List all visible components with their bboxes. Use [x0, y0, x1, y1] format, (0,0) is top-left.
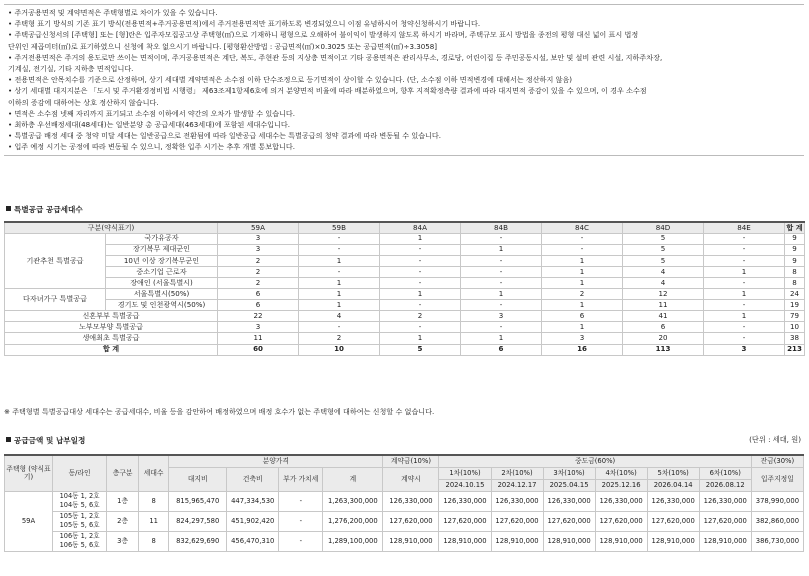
type-col-header: 84B	[461, 222, 542, 233]
sum-total-cell: 213	[785, 344, 805, 355]
count-cell: 1	[299, 289, 380, 300]
price-row	[5, 511, 804, 531]
total-cell: 9	[785, 244, 805, 255]
count-cell: 1	[380, 233, 461, 244]
line-cell: 105동 1, 2호 105동 5, 6호	[53, 511, 107, 531]
count-cell: 1	[299, 255, 380, 266]
sum-cell: 16	[542, 344, 623, 355]
mid-installment-header: 5차(10%)	[647, 467, 699, 479]
count-cell: 1	[704, 311, 785, 322]
count-cell: 2	[542, 289, 623, 300]
total-cell: 1,263,300,000	[323, 491, 383, 511]
note-line: • 특별공급 배정 세대 중 청약 미달 세대는 일반공급으로 전환됨에 따라 일반공급 세대수는 특별공급의 청약 결과에 따라 변동될 수 있습니다.	[8, 131, 442, 141]
mid-group-header: 중도금(60%)	[439, 455, 751, 467]
vat-header: 부가 가치세	[279, 467, 323, 491]
count-cell: 2	[380, 311, 461, 322]
count-cell: 41	[623, 311, 704, 322]
count-cell: 4	[299, 311, 380, 322]
note-line: • 주거공용면적 및 계약면적은 주택형별로 차이가 있을 수 있습니다.	[8, 8, 218, 17]
type-header: 주택형 (약식표기)	[5, 455, 53, 491]
floor-header: 층구분	[107, 455, 139, 491]
count-cell: 1	[542, 277, 623, 288]
count-cell: 3	[218, 244, 299, 255]
floor-cell: 3층	[107, 531, 139, 551]
count-cell: -	[704, 333, 785, 344]
mid-installment-date: 2026.08.12	[699, 479, 751, 491]
land-header: 대지비	[169, 467, 227, 491]
special-supply-row	[5, 233, 805, 244]
mid-installment-cell: 126,330,000	[699, 491, 751, 511]
count-cell: -	[380, 322, 461, 333]
sum-label: 합 계	[5, 344, 218, 355]
balance-header: 입주지정일	[751, 467, 803, 491]
note-line: • 전용면적은 안목치수를 기준으로 산정하며, 상기 세대별 계약면적은 소수점 이하 단수조정으로 등기면적이 상이할 수 있습니다. (단, 소수점 이하 면적변경에 대해서는 정산하지 않음)	[8, 75, 573, 85]
count-cell: -	[380, 277, 461, 288]
mid-installment-cell: 128,910,000	[647, 531, 699, 551]
unit-label: (단위 : 세대, 원)	[749, 435, 801, 444]
row-label: 경기도 및 인천광역시(50%)	[106, 300, 218, 311]
line-cell: 104동 1, 2호 104동 5, 6호	[53, 491, 107, 511]
sum-cell: 113	[623, 344, 704, 355]
total-header: 계	[323, 467, 383, 491]
price-header-row-1	[5, 455, 804, 467]
notes-box	[4, 4, 804, 156]
count-cell: 3	[461, 311, 542, 322]
count-cell: -	[380, 300, 461, 311]
deposit-cell: 127,620,000	[383, 511, 439, 531]
type-col-header: 59A	[218, 222, 299, 233]
mid-installment-header: 3차(10%)	[543, 467, 595, 479]
land-cell: 832,629,690	[169, 531, 227, 551]
special-supply-row	[5, 289, 805, 300]
house-type-cell: 59A	[5, 491, 53, 551]
land-cell: 824,297,580	[169, 511, 227, 531]
count-cell: 2	[218, 277, 299, 288]
note-line: 단위인 제곱미터(㎡)로 표기하였으니 신청에 착오 없으시기 바랍니다. [평형환산방법 : 공급면적(㎡)×0.3025 또는 공급면적(㎡)÷3.3058]	[8, 41, 438, 51]
row-label: 생애최초 특별공급	[5, 333, 218, 344]
price-row	[5, 491, 804, 511]
total-cell: 8	[785, 277, 805, 288]
count-cell: -	[461, 255, 542, 266]
mid-installment-date: 2024.12.17	[491, 479, 543, 491]
mid-installment-cell: 126,330,000	[491, 491, 543, 511]
special-supply-footnote: ※ 주택형별 특별공급대상 세대수는 공급세대수, 비율 등을 감안하여 배정하였으며 배정 호수가 없는 주택형에 대하여는 신청할 수 없습니다.	[4, 407, 435, 416]
special-supply-sum-row	[5, 344, 805, 355]
count-cell: 2	[299, 333, 380, 344]
note-line: • 입주 예정 시기는 공정에 따라 변동될 수 있으니, 정확한 입주 시기는 추후 개별 통보합니다.	[8, 142, 295, 152]
count-cell: 1	[542, 266, 623, 277]
special-supply-header-row	[5, 222, 805, 233]
special-supply-table	[4, 221, 805, 356]
land-cell: 815,965,470	[169, 491, 227, 511]
building-cell: 456,470,310	[227, 531, 279, 551]
count-cell: 8	[139, 531, 169, 551]
count-cell: -	[299, 244, 380, 255]
mid-installment-header: 4차(10%)	[595, 467, 647, 479]
count-cell: 2	[218, 255, 299, 266]
count-cell: -	[299, 233, 380, 244]
count-cell: 6	[218, 300, 299, 311]
count-cell: 6	[623, 322, 704, 333]
total-cell: 10	[785, 322, 805, 333]
total-cell: 9	[785, 255, 805, 266]
deposit-cell: 128,910,000	[383, 531, 439, 551]
total-cell: 24	[785, 289, 805, 300]
total-cell: 8	[785, 266, 805, 277]
total-cell: 9	[785, 233, 805, 244]
note-line: • 면적은 소수점 넷째 자리까지 표기되고 소수점 이하에서 약간의 오차가 발생할 수 있습니다.	[8, 108, 296, 118]
count-cell: 1	[380, 289, 461, 300]
count-cell: -	[380, 255, 461, 266]
count-cell: 11	[623, 300, 704, 311]
special-supply-row	[5, 255, 805, 266]
count-cell: 1	[299, 300, 380, 311]
line-cell: 106동 1, 2호 106동 5, 6호	[53, 531, 107, 551]
total-cell: 1,276,200,000	[323, 511, 383, 531]
count-cell: 4	[623, 266, 704, 277]
mid-installment-date: 2026.04.14	[647, 479, 699, 491]
count-cell: 8	[139, 491, 169, 511]
count-cell: -	[461, 322, 542, 333]
count-cell: 5	[623, 255, 704, 266]
count-cell: 1	[542, 255, 623, 266]
count-cell: 5	[623, 244, 704, 255]
count-cell: -	[542, 233, 623, 244]
special-supply-row	[5, 266, 805, 277]
type-col-header: 59B	[299, 222, 380, 233]
deposit-cell: 126,330,000	[383, 491, 439, 511]
count-cell: 20	[623, 333, 704, 344]
row-label: 중소기업 근로자	[106, 266, 218, 277]
count-cell: 3	[218, 233, 299, 244]
total-header: 합 계	[786, 222, 803, 232]
mid-installment-date: 2025.12.16	[595, 479, 647, 491]
count-cell: -	[461, 266, 542, 277]
count-cell: 1	[461, 333, 542, 344]
floor-cell: 1층	[107, 491, 139, 511]
count-cell: 1	[380, 333, 461, 344]
mid-installment-header: 1차(10%)	[439, 467, 491, 479]
mid-installment-cell: 127,620,000	[439, 511, 491, 531]
count-cell: -	[299, 266, 380, 277]
balance-cell: 386,730,000	[751, 531, 803, 551]
count-cell: -	[461, 233, 542, 244]
row-label: 서울특별시(50%)	[106, 289, 218, 300]
total-cell: 19	[785, 300, 805, 311]
mid-installment-cell: 126,330,000	[439, 491, 491, 511]
mid-installment-header: 6차(10%)	[699, 467, 751, 479]
row-label: 장애인 (서울특별시)	[106, 277, 218, 288]
count-cell: 1	[704, 266, 785, 277]
building-cell: 447,334,530	[227, 491, 279, 511]
count-cell: 1	[461, 244, 542, 255]
square-bullet-icon	[6, 206, 11, 211]
count-cell: 1	[542, 322, 623, 333]
special-supply-row	[5, 322, 805, 333]
count-cell: -	[704, 322, 785, 333]
count-cell: 1	[704, 289, 785, 300]
special-supply-row	[5, 277, 805, 288]
line-header: 동/라인	[53, 455, 107, 491]
vat-cell: -	[279, 531, 323, 551]
mid-installment-cell: 128,910,000	[595, 531, 647, 551]
deposit-header: 계약시	[383, 467, 439, 491]
balance-cell: 378,990,000	[751, 491, 803, 511]
count-header: 세대수	[139, 455, 169, 491]
mid-installment-cell: 128,910,000	[491, 531, 543, 551]
mid-installment-cell: 127,620,000	[595, 511, 647, 531]
count-cell: -	[704, 277, 785, 288]
row-label: 신혼부부 특별공급	[5, 311, 218, 322]
special-supply-row	[5, 333, 805, 344]
mid-installment-cell: 127,620,000	[491, 511, 543, 531]
count-cell: 12	[623, 289, 704, 300]
count-cell: -	[461, 277, 542, 288]
type-col-header: 84E	[704, 222, 785, 233]
note-line: • 주거전용면적은 주거의 용도로만 쓰이는 면적이며, 주거공용면적은 계단, 복도, 주현관 등의 지상층 면적이고 기타 공용면적은 관리사무소, 경로당, 어린이집 등 주민공동시설, 보안 및 설비 관련 시설, 지하주차장,	[8, 52, 663, 62]
price-schedule-title: 공급금액 및 납부일정	[6, 436, 85, 445]
mid-installment-cell: 127,620,000	[699, 511, 751, 531]
count-cell: 6	[218, 289, 299, 300]
count-cell: -	[704, 300, 785, 311]
mid-installment-cell: 126,330,000	[647, 491, 699, 511]
mid-installment-header: 2차(10%)	[491, 467, 543, 479]
count-cell: 1	[461, 289, 542, 300]
count-cell: -	[704, 244, 785, 255]
mid-installment-date: 2025.04.15	[543, 479, 595, 491]
balance-cell: 382,860,000	[751, 511, 803, 531]
price-group-header: 분양가격	[169, 455, 383, 467]
mid-installment-date: 2024.10.15	[439, 479, 491, 491]
count-cell: 11	[218, 333, 299, 344]
note-line: • 주택형 표기 방식의 기존 표기 방식(전용면적+주거공용면적)에서 주거전용면적만 표기하도록 변경되었으니 이점 유념하시어 청약신청하시기 바랍니다.	[8, 19, 481, 29]
group-label: 다자녀가구 특별공급	[5, 289, 106, 311]
count-cell: -	[380, 244, 461, 255]
floor-cell: 2층	[107, 511, 139, 531]
building-cell: 451,902,420	[227, 511, 279, 531]
row-label: 10년 이상 장기복무군인	[106, 255, 218, 266]
type-col-header: 84C	[542, 222, 623, 233]
vat-cell: -	[279, 491, 323, 511]
type-col-header: 84A	[380, 222, 461, 233]
total-cell: 1,289,100,000	[323, 531, 383, 551]
sum-cell: 60	[218, 344, 299, 355]
mid-installment-cell: 127,620,000	[543, 511, 595, 531]
note-line: • 주택공급신청서의 [주택형] 또는 [형]란은 입주자모집공고상 주택형(㎡)으로 기재하니 평형으로 오해하여 불이익이 발생하지 않도록 하시기 바라며, 주택규모 표시 방법을 종전의 평형 대신 넓이 표시 법정	[8, 30, 639, 40]
price-schedule-table	[4, 454, 804, 552]
special-supply-row	[5, 244, 805, 255]
group-label: 기관추천 특별공급	[5, 233, 106, 288]
row-label: 노부모부양 특별공급	[5, 322, 218, 333]
mid-installment-cell: 128,910,000	[543, 531, 595, 551]
row-label: 국가유공자	[106, 233, 218, 244]
square-bullet-icon	[6, 437, 11, 442]
mid-installment-cell: 126,330,000	[543, 491, 595, 511]
special-supply-row	[5, 311, 805, 322]
mid-installment-cell: 126,330,000	[595, 491, 647, 511]
special-supply-title: 특별공급 공급세대수	[6, 205, 83, 214]
note-line: 기계실, 전기실, 기타 지하층 면적입니다.	[8, 63, 134, 73]
count-cell: -	[542, 244, 623, 255]
count-cell: -	[380, 266, 461, 277]
note-line: • 상기 세대별 대지지분은 「도시 및 주거환경정비법 시행령」 제63조제1항제6호에 의거 분양면적 비율에 따라 배분하였으며, 향후 지적확정측량 결과에 따라 대지면적 증감이 있을 수 있으며, 이 경우 소수점	[8, 86, 647, 96]
total-cell: 38	[785, 333, 805, 344]
deposit-group-header: 계약금(10%)	[383, 455, 439, 467]
balance-group-header: 잔금(30%)	[751, 455, 803, 467]
count-cell: 5	[623, 233, 704, 244]
row-label: 장기복무 제대군인	[106, 244, 218, 255]
type-col-header: 84D	[623, 222, 704, 233]
count-cell: 1	[542, 300, 623, 311]
vat-cell: -	[279, 511, 323, 531]
count-cell: -	[299, 322, 380, 333]
count-cell: 6	[542, 311, 623, 322]
count-cell: 3	[218, 322, 299, 333]
note-line: • 최하층 우선배정세대(48세대)는 일반분양 총 공급세대(463세대)에 포함된 세대수입니다.	[8, 119, 290, 129]
sum-cell: 5	[380, 344, 461, 355]
count-cell: 2	[218, 266, 299, 277]
count-cell: 1	[299, 277, 380, 288]
count-cell: 3	[542, 333, 623, 344]
count-cell: 4	[623, 277, 704, 288]
count-cell: 22	[218, 311, 299, 322]
mid-installment-cell: 127,620,000	[647, 511, 699, 531]
building-header: 건축비	[227, 467, 279, 491]
note-line: 이하의 증감에 대하여는 상호 정산하지 않습니다.	[8, 97, 159, 107]
mid-installment-cell: 128,910,000	[699, 531, 751, 551]
mid-installment-cell: 128,910,000	[439, 531, 491, 551]
count-cell: -	[704, 233, 785, 244]
sum-cell: 6	[461, 344, 542, 355]
price-row	[5, 531, 804, 551]
count-cell: -	[704, 255, 785, 266]
count-cell: 11	[139, 511, 169, 531]
count-cell: -	[461, 300, 542, 311]
type-header: 구분(약식표기)	[5, 222, 218, 233]
total-cell: 79	[785, 311, 805, 322]
special-supply-row	[5, 300, 805, 311]
sum-cell: 10	[299, 344, 380, 355]
sum-cell: 3	[704, 344, 785, 355]
